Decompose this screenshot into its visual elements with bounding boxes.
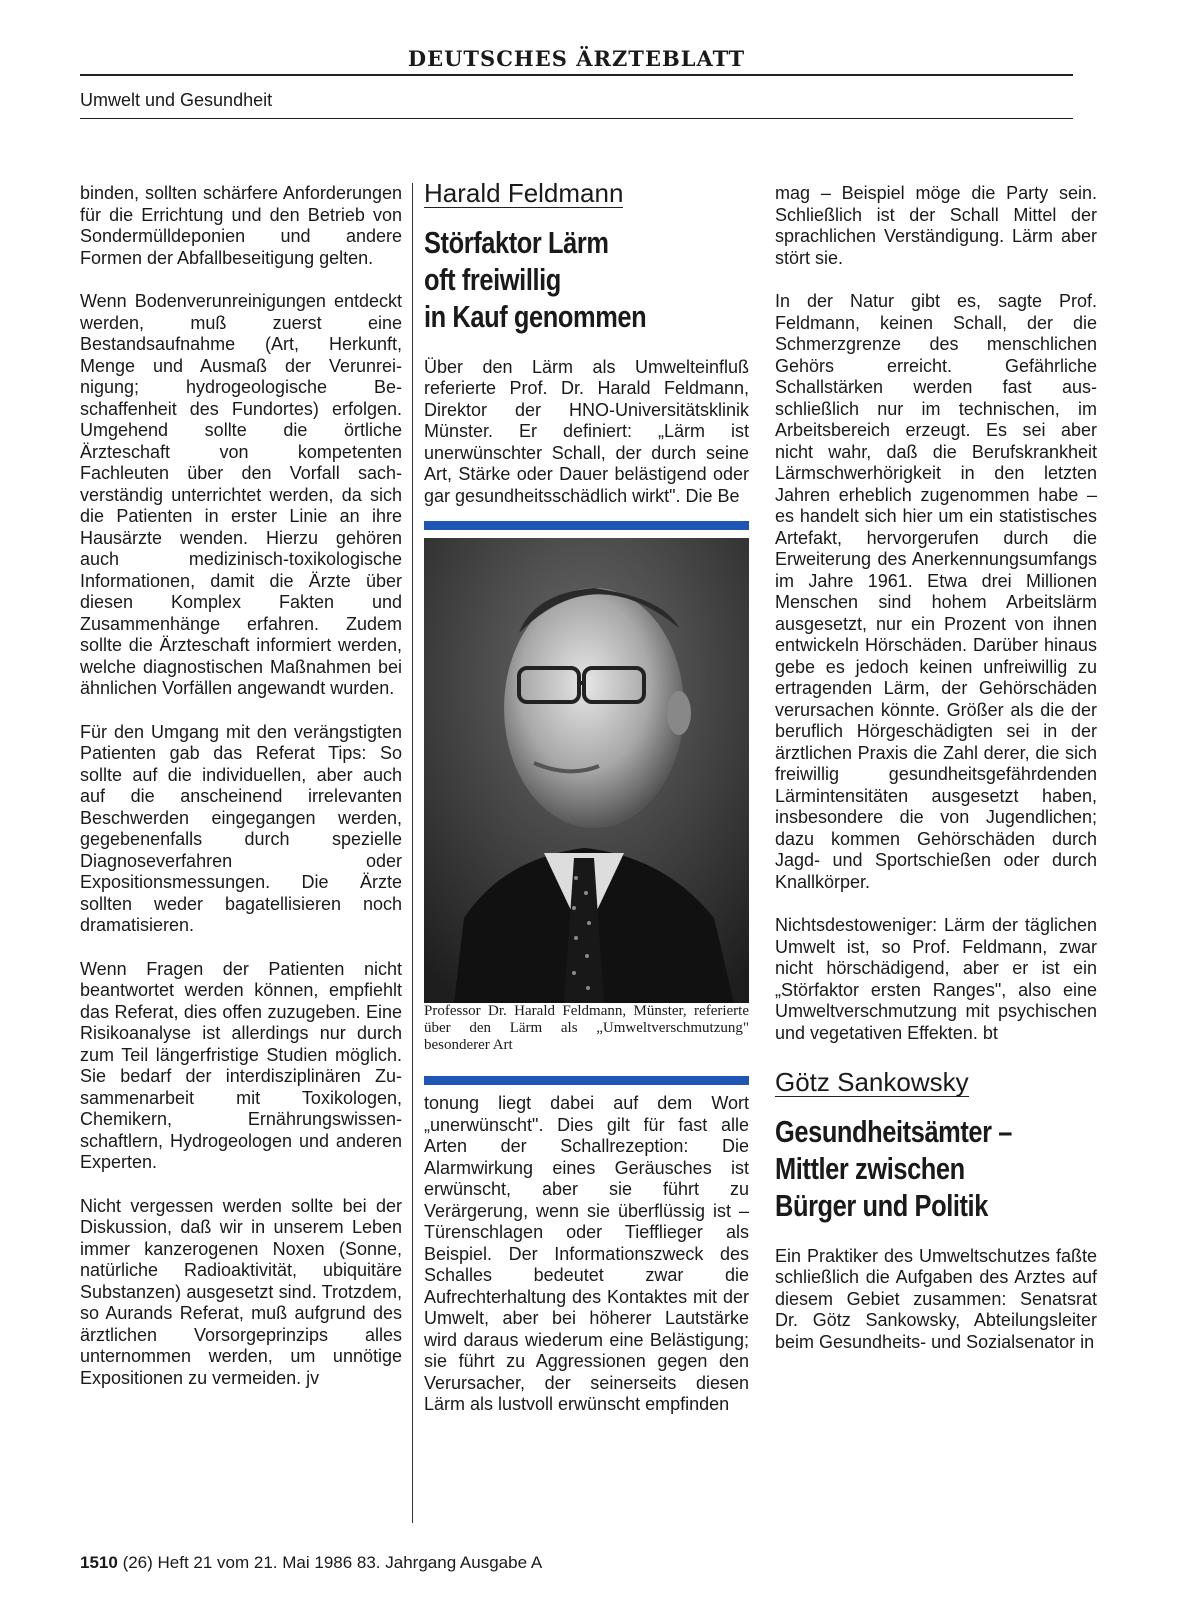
portrait-illustration [424,538,749,1003]
section-rule [80,118,1073,119]
column-divider [412,183,413,1523]
paragraph: In der Natur gibt es, sagte Prof. Feldmann, keinen Schall, der die Schmerzgrenze des menschlichen Gehörs erreicht. Gefährliche Schallstärken werden fast ausschließlich nur im technischen, im Arbeitsbereich erzeugt. Es sei aber nicht wahr, daß die Berufskrankheit Lärmschwerhörigkeit in den letzten Jahren erheblich zugenommen habe – es handelt sich hier um ein statistisches Artefakt, hervorgerufen durch die Erweiterung des Anerkennungsumfangs im Jahre 1961. Etwa drei Millionen Menschen sind hohem Arbeitslärm ausgesetzt, nur ein Prozent von ihnen entwickeln Hörschäden. Darüber hinaus gebe es jedoch keinen unfreiwillig zu ertragenden Lärm, der Gehörschäden verursachen könnte. Größer als die der beruflich Hörgeschädigten sei in der ärztlichen Praxis die Zahl derer, die sich freiwillig gesundheitsgefährdenden Lärmintensitäten ausgesetzt haben, insbesondere die von Jugendlichen; dazu kommen Gehörschäden durch Jagd- und Sportschießen oder durch Knallkörper. [775,291,1097,892]
paragraph: Wenn Bodenverunreinigungen entdeckt werden, muß zuerst eine Bestandsaufnahme (Art, Herkunft, Menge und Ausmaß der Verunreinigung; hydrogeologische Beschaffenheit des Fundortes) erfolgen. Umgehend sollte die örtliche Ärzteschaft von kompetenten Fachleuten über den Vorfall sachverständig unterrichtet werden, da sich die Patienten in erster Linie an ihre Hausärzte wenden. Hierzu gehören auch medizinisch-toxikologische Informationen, damit die Ärzte über diesen Komplex Fakten und Zusammenhänge erfahren. Zudem sollte die Ärzteschaft informiert werden, welche diagnostischen Maßnahmen bei ähnlichen Vorfällen angewandt wurden. [80,291,402,698]
blue-rule [424,521,749,530]
column-3 [775,183,1097,1375]
column-1 [80,183,402,1411]
column-2 [424,178,749,1438]
paragraph: mag – Beispiel möge die Party sein. Schließlich ist der Schall Mittel der sprachlichen Verständigung. Lärm aber stört sie. [775,183,1097,268]
article-intro: Ein Praktiker des Umweltschutzes faßte schließlich die Aufgaben des Arztes auf diesem Gebiet zusammen: Senatsrat Dr. Götz Sankowsky, Abteilungsleiter beim Gesundheits- und Sozialsenator in [775,1245,1097,1352]
photo-caption: Professor Dr. Harald Feldmann, Münster, referierte über den Lärm als „Umweltverschmutzung" besonderer Art [424,1003,749,1053]
blue-rule [424,1076,749,1085]
headline-line: Mittler zwischen [775,1150,965,1186]
headline-line: in Kauf genommen [424,298,647,334]
article-headline [775,1113,1103,1224]
paragraph: Wenn Fragen der Patienten nicht beantwortet werden können, empfiehlt das Referat, dies offen zuzugeben. Eine Risikoanalyse ist allerdings nur durch zum Teil längerfristige Studien möglich. Sie bedarf der interdisziplinären Zusammenarbeit mit Toxikologen, Chemikern, Ernährungswissenschaftlern, Hydrogeologen und anderen Experten. [80,958,402,1172]
masthead: DEUTSCHES ÄRZTEBLATT [407,46,746,71]
portrait-photo [424,538,749,1003]
article-body: tonung liegt dabei auf dem Wort „unerwünscht". Dies gilt für fast alle Arten der Schallrezeption: Die Alarmwirkung eines Geräusches ist erwünscht, aber sie führt zu Verärgerung, wenn sie überflüssig ist – Türenschlagen oder Tiefflieger als Beispiel. Der Informationszweck des Schalles bedeutet zwar die Aufrechterhaltung des Kontaktes mit der Umwelt, aber bei höherer Lautstärke wird daraus wiederum eine Belästigung; sie führt zu Aggressionen gegen den Verursacher, der seinerseits diesen Lärm als lustvoll erwünscht empfinden [424,1093,749,1414]
article-author: Götz Sankowsky [775,1067,969,1097]
article-intro: Über den Lärm als Umwelteinfluß referierte Prof. Dr. Harald Feldmann, Direktor der HNO-Universitätsklinik Münster. Er definiert: „Lärm ist unerwünschter Schall, der durch seine Art, Stärke oder Dauer belästigend oder gar gesundheitsschädlich wirkt". Die Be [424,356,749,506]
headline-line: Störfaktor Lärm [424,224,609,260]
headline-line: Bürger und Politik [775,1187,988,1223]
headline-line: Gesundheitsämter – [775,1113,1013,1149]
section-title: Umwelt und Gesundheit [80,90,273,110]
article-author: Harald Feldmann [424,178,624,208]
paragraph: Nicht vergessen werden sollte bei der Diskussion, daß wir in unserem Leben immer kanzerogenen Noxen (Sonne, natürliche Radioaktivität, ubiquitäre Substanzen) ausgesetzt sind. Trotzdem, so Aurands Referat, muß aufgrund des ärztlichen Vorsorgeprinzips alles unternommen werden, um unnötige Expositionen zu vermeiden. jv [80,1195,402,1388]
headline-line: oft freiwillig [424,261,561,297]
paragraph: Nichtsdestoweniger: Lärm der täglichen Umwelt ist, so Prof. Feldmann, zwar nicht hörschädigend, aber er ist ein „Störfaktor ersten Ranges", also eine Umweltverschmutzung mit psychischen und vegetativen Effekten. bt [775,915,1097,1043]
page-number: 1510 [80,1553,118,1572]
issue-info: (26) Heft 21 vom 21. Mai 1986 83. Jahrgang Ausgabe A [122,1553,543,1572]
page-footer [80,1553,542,1573]
masthead-rule [80,74,1073,76]
article-headline [424,224,752,335]
paragraph: Für den Umgang mit den verängstigten Patienten gab das Referat Tips: So sollte auf die individuellen, aber auch auf die anscheinend irrelevanten Beschwerden eingegangen werden, gegebenenfalls durch spezielle Diagnoseverfahren oder Expositionsmessungen. Die Ärzte sollten weder bagatellisieren noch dramatisieren. [80,721,402,935]
paragraph: binden, sollten schärfere Anforderungen für die Errichtung und den Betrieb von Sondermülldeponien und andere Formen der Abfallbeseitigung gelten. [80,183,402,268]
